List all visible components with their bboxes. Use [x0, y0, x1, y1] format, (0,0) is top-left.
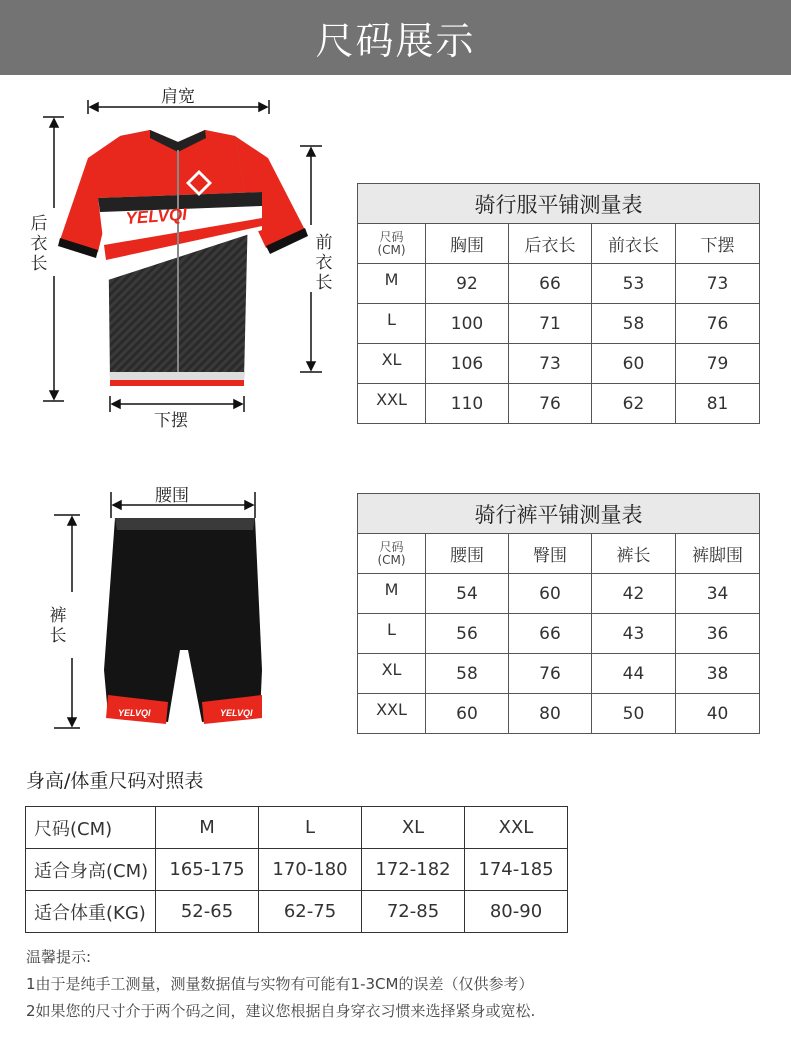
jersey-diagram — [0, 80, 350, 430]
table-row — [358, 654, 760, 694]
table-cell: 71 — [509, 304, 592, 344]
table-cell: 76 — [509, 384, 592, 424]
shorts-brand-left: YELVQI — [118, 708, 151, 718]
table-cell: 36 — [676, 614, 760, 654]
page-header — [0, 0, 791, 75]
table-cell: 73 — [509, 344, 592, 384]
table-cell: XXL — [465, 807, 568, 849]
page-title: 尺码展示 — [315, 19, 476, 63]
column-header: 臀围 — [509, 534, 592, 574]
table-cell: 52-65 — [156, 891, 259, 933]
table-row — [358, 694, 760, 734]
table-cell: 尺码(CM) — [26, 807, 156, 849]
table-row — [358, 264, 760, 304]
table-row — [26, 807, 568, 849]
table-cell: L — [259, 807, 362, 849]
table-cell: 170-180 — [259, 849, 362, 891]
size-cell: XXL — [358, 694, 426, 734]
table-cell: 43 — [592, 614, 676, 654]
table-row — [358, 574, 760, 614]
table-cell: 53 — [592, 264, 676, 304]
column-header: 裤脚围 — [676, 534, 760, 574]
table-row — [358, 614, 760, 654]
shorts-image — [104, 518, 262, 724]
column-header: 腰围 — [426, 534, 509, 574]
shorts-measurement-table — [357, 493, 760, 734]
table-cell: 76 — [509, 654, 592, 694]
column-header: 胸围 — [426, 224, 509, 264]
column-header: 前衣长 — [592, 224, 676, 264]
table-cell: 44 — [592, 654, 676, 694]
size-cell: M — [358, 264, 426, 304]
table-cell: 56 — [426, 614, 509, 654]
table-cell: 165-175 — [156, 849, 259, 891]
size-cell: XL — [358, 344, 426, 384]
table-cell: 73 — [676, 264, 760, 304]
table-row — [26, 891, 568, 933]
size-cell: M — [358, 574, 426, 614]
table-cell: 58 — [592, 304, 676, 344]
table-cell: 54 — [426, 574, 509, 614]
table-row — [358, 384, 760, 424]
table-cell: 58 — [426, 654, 509, 694]
note-line: 2如果您的尺寸介于两个码之间，建议您根据自身穿衣习惯来选择紧身或宽松. — [26, 1002, 536, 1020]
jersey-measurement-table — [357, 183, 760, 424]
table-cell: 172-182 — [362, 849, 465, 891]
shorts-table-title: 骑行裤平铺测量表 — [358, 494, 760, 534]
table-cell: 42 — [592, 574, 676, 614]
jersey-brand-text: YELVQI — [124, 204, 188, 228]
jersey-image — [58, 130, 308, 386]
height-weight-table — [25, 806, 568, 933]
size-cell: XXL — [358, 384, 426, 424]
notes-title: 温馨提示: — [26, 948, 92, 966]
table-cell: M — [156, 807, 259, 849]
shorts-brand-right: YELVQI — [220, 708, 253, 718]
jersey-table-title: 骑行服平铺测量表 — [358, 184, 760, 224]
size-cell: XL — [358, 654, 426, 694]
table-row — [358, 304, 760, 344]
notes — [26, 944, 535, 1025]
table-cell: 92 — [426, 264, 509, 304]
table-cell: XL — [362, 807, 465, 849]
column-header: 后衣长 — [509, 224, 592, 264]
column-header: 下摆 — [676, 224, 760, 264]
height-weight-title: 身高/体重尺码对照表 — [26, 770, 204, 792]
note-line: 1由于是纯手工测量，测量数据值与实物有可能有1-3CM的误差（仅供参考） — [26, 975, 534, 993]
table-cell: 40 — [676, 694, 760, 734]
size-cell: L — [358, 614, 426, 654]
table-cell: 60 — [592, 344, 676, 384]
column-header: 裤长 — [592, 534, 676, 574]
table-cell: 66 — [509, 264, 592, 304]
table-cell: 适合身高(CM) — [26, 849, 156, 891]
size-header: 尺码 (CM) — [358, 224, 426, 264]
table-cell: 79 — [676, 344, 760, 384]
table-cell: 62-75 — [259, 891, 362, 933]
back-length-label: 后衣长 — [30, 214, 48, 274]
size-cell: L — [358, 304, 426, 344]
table-cell: 60 — [509, 574, 592, 614]
table-cell: 66 — [509, 614, 592, 654]
table-cell: 50 — [592, 694, 676, 734]
size-header: 尺码 (CM) — [358, 534, 426, 574]
table-cell: 80-90 — [465, 891, 568, 933]
table-row — [26, 849, 568, 891]
waist-label: 腰围 — [155, 486, 189, 506]
shoulder-width-label: 肩宽 — [161, 87, 195, 107]
table-cell: 72-85 — [362, 891, 465, 933]
table-cell: 106 — [426, 344, 509, 384]
table-cell: 62 — [592, 384, 676, 424]
table-row — [358, 344, 760, 384]
table-cell: 76 — [676, 304, 760, 344]
table-cell: 适合体重(KG) — [26, 891, 156, 933]
shorts-diagram — [40, 490, 280, 740]
shorts-length-label: 裤长 — [49, 606, 67, 646]
table-cell: 110 — [426, 384, 509, 424]
table-cell: 100 — [426, 304, 509, 344]
table-cell: 34 — [676, 574, 760, 614]
front-length-label: 前衣长 — [315, 233, 333, 293]
table-cell: 174-185 — [465, 849, 568, 891]
table-cell: 81 — [676, 384, 760, 424]
table-cell: 60 — [426, 694, 509, 734]
hem-label: 下摆 — [154, 411, 188, 431]
table-cell: 80 — [509, 694, 592, 734]
table-cell: 38 — [676, 654, 760, 694]
